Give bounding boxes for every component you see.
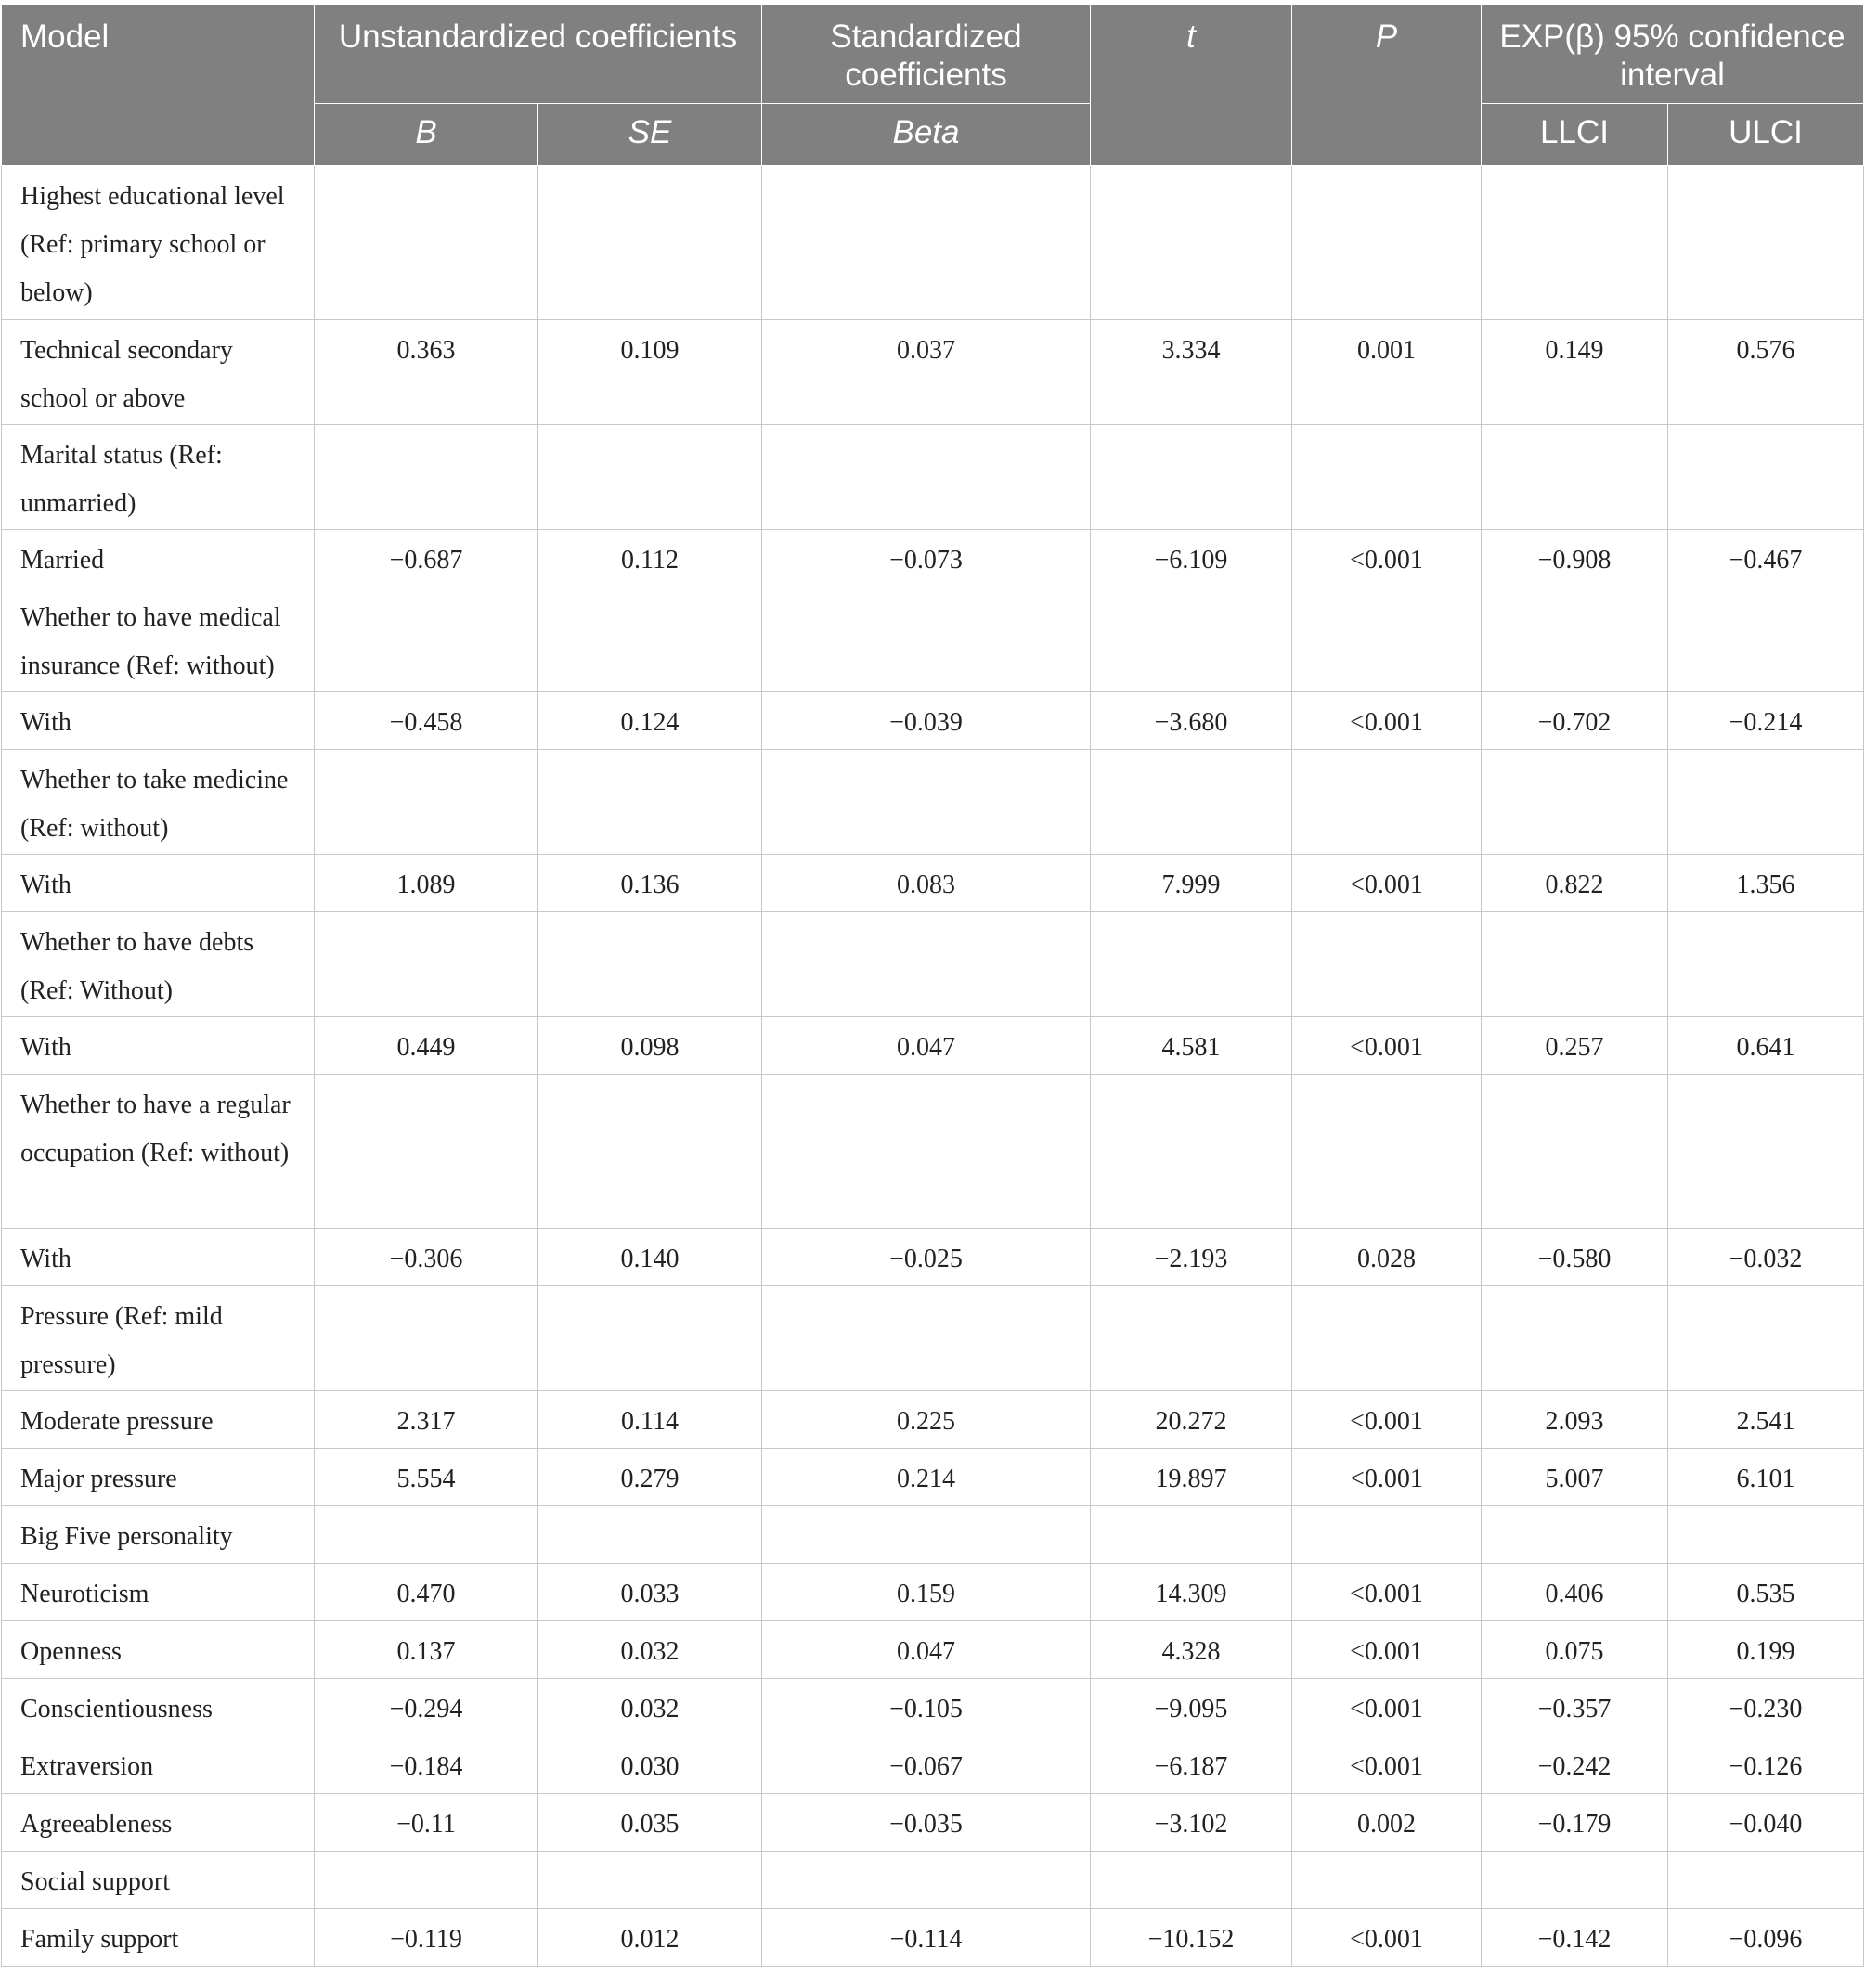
cell-b: 0.470: [315, 1564, 538, 1621]
cell-se: 0.098: [538, 1017, 762, 1075]
cell-t: −10.152: [1091, 1909, 1292, 1967]
row-label: Pressure (Ref: mild pressure): [2, 1286, 315, 1391]
cell-b: [315, 1286, 538, 1391]
cell-beta: [762, 1286, 1091, 1391]
header-model: Model: [2, 5, 315, 166]
cell-t: [1091, 587, 1292, 692]
row-label: Agreeableness: [2, 1794, 315, 1852]
cell-se: 0.012: [538, 1909, 762, 1967]
cell-llci: 5.007: [1482, 1449, 1668, 1506]
header-unstandardized: Unstandardized coefficients: [315, 5, 762, 104]
cell-beta: −0.039: [762, 692, 1091, 750]
cell-b: 0.363: [315, 320, 538, 425]
cell-t: −9.095: [1091, 1679, 1292, 1736]
cell-p: [1292, 1852, 1482, 1909]
cell-p: <0.001: [1292, 1909, 1482, 1967]
row-label: Whether to have a regular occupation (Ref: without): [2, 1075, 315, 1229]
cell-se: [538, 1852, 762, 1909]
cell-ulci: −0.040: [1668, 1794, 1864, 1852]
cell-p: <0.001: [1292, 1391, 1482, 1449]
cell-ulci: 6.101: [1668, 1449, 1864, 1506]
cell-p: <0.001: [1292, 530, 1482, 587]
cell-beta: −0.114: [762, 1909, 1091, 1967]
cell-t: [1091, 1286, 1292, 1391]
cell-beta: [762, 1852, 1091, 1909]
row-label: Whether to have debts (Ref: Without): [2, 912, 315, 1017]
cell-t: 4.328: [1091, 1621, 1292, 1679]
cell-b: [315, 1075, 538, 1229]
cell-se: [538, 750, 762, 855]
cell-p: [1292, 1075, 1482, 1229]
cell-ulci: [1668, 1286, 1864, 1391]
cell-ulci: 0.535: [1668, 1564, 1864, 1621]
cell-p: <0.001: [1292, 1679, 1482, 1736]
cell-llci: 0.075: [1482, 1621, 1668, 1679]
cell-se: 0.035: [538, 1794, 762, 1852]
cell-b: [315, 166, 538, 320]
table-row: [2, 1391, 1864, 1449]
cell-se: [538, 1286, 762, 1391]
cell-ulci: [1668, 425, 1864, 530]
cell-llci: [1482, 425, 1668, 530]
cell-b: −0.306: [315, 1229, 538, 1286]
table-row: [2, 750, 1864, 855]
cell-p: [1292, 912, 1482, 1017]
cell-llci: [1482, 1852, 1668, 1909]
cell-b: [315, 1852, 538, 1909]
row-label: Extraversion: [2, 1736, 315, 1794]
cell-p: [1292, 587, 1482, 692]
cell-b: −0.294: [315, 1679, 538, 1736]
cell-t: [1091, 1506, 1292, 1564]
header-confidence-interval: EXP(β) 95% confidence interval: [1482, 5, 1864, 104]
cell-b: −0.458: [315, 692, 538, 750]
cell-llci: −0.142: [1482, 1909, 1668, 1967]
cell-ulci: 0.199: [1668, 1621, 1864, 1679]
cell-ulci: [1668, 912, 1864, 1017]
table-row: [2, 1286, 1864, 1391]
cell-p: [1292, 1506, 1482, 1564]
header-se: SE: [538, 104, 762, 166]
row-label: Openness: [2, 1621, 315, 1679]
row-label: Married: [2, 530, 315, 587]
cell-llci: [1482, 750, 1668, 855]
table-row: [2, 1449, 1864, 1506]
cell-t: [1091, 750, 1292, 855]
cell-se: [538, 425, 762, 530]
table-row: [2, 1794, 1864, 1852]
row-label: Major pressure: [2, 1449, 315, 1506]
cell-beta: 0.047: [762, 1017, 1091, 1075]
cell-b: [315, 425, 538, 530]
row-label: Whether to take medicine (Ref: without): [2, 750, 315, 855]
cell-llci: −0.357: [1482, 1679, 1668, 1736]
cell-beta: [762, 750, 1091, 855]
cell-t: 14.309: [1091, 1564, 1292, 1621]
cell-ulci: −0.230: [1668, 1679, 1864, 1736]
row-label: Social support: [2, 1852, 315, 1909]
cell-se: 0.112: [538, 530, 762, 587]
cell-llci: 0.149: [1482, 320, 1668, 425]
row-label: Whether to have medical insurance (Ref: without): [2, 587, 315, 692]
cell-llci: −0.702: [1482, 692, 1668, 750]
cell-b: 0.137: [315, 1621, 538, 1679]
cell-b: 5.554: [315, 1449, 538, 1506]
row-label: Marital status (Ref: unmarried): [2, 425, 315, 530]
cell-llci: 0.257: [1482, 1017, 1668, 1075]
row-label: With: [2, 692, 315, 750]
cell-se: 0.114: [538, 1391, 762, 1449]
cell-se: 0.279: [538, 1449, 762, 1506]
cell-p: [1292, 750, 1482, 855]
cell-beta: −0.035: [762, 1794, 1091, 1852]
cell-ulci: [1668, 1852, 1864, 1909]
cell-b: [315, 1506, 538, 1564]
cell-beta: [762, 166, 1091, 320]
cell-ulci: −0.126: [1668, 1736, 1864, 1794]
cell-ulci: [1668, 1075, 1864, 1229]
table-row: [2, 1564, 1864, 1621]
cell-se: 0.136: [538, 855, 762, 912]
cell-t: [1091, 425, 1292, 530]
table-header: [2, 5, 1864, 166]
cell-t: [1091, 1852, 1292, 1909]
cell-ulci: −0.096: [1668, 1909, 1864, 1967]
row-label: Conscientiousness: [2, 1679, 315, 1736]
cell-beta: −0.073: [762, 530, 1091, 587]
table-row: [2, 912, 1864, 1017]
cell-llci: 0.406: [1482, 1564, 1668, 1621]
cell-se: [538, 912, 762, 1017]
table-row: [2, 692, 1864, 750]
cell-ulci: [1668, 750, 1864, 855]
header-ulci: ULCI: [1668, 104, 1864, 166]
cell-t: −3.680: [1091, 692, 1292, 750]
cell-t: −6.187: [1091, 1736, 1292, 1794]
cell-ulci: [1668, 1506, 1864, 1564]
cell-beta: 0.214: [762, 1449, 1091, 1506]
cell-llci: [1482, 912, 1668, 1017]
header-standardized: Standardized coefficients: [762, 5, 1091, 104]
cell-ulci: [1668, 587, 1864, 692]
row-label: With: [2, 855, 315, 912]
cell-p: <0.001: [1292, 1736, 1482, 1794]
cell-ulci: 0.576: [1668, 320, 1864, 425]
cell-llci: [1482, 1075, 1668, 1229]
cell-ulci: [1668, 166, 1864, 320]
cell-beta: [762, 587, 1091, 692]
row-label: Moderate pressure: [2, 1391, 315, 1449]
row-label: Highest educational level (Ref: primary school or below): [2, 166, 315, 320]
cell-llci: [1482, 587, 1668, 692]
cell-llci: −0.242: [1482, 1736, 1668, 1794]
table-row: [2, 166, 1864, 320]
cell-beta: [762, 1506, 1091, 1564]
row-label: Neuroticism: [2, 1564, 315, 1621]
table-body: [2, 166, 1864, 1967]
cell-se: 0.032: [538, 1679, 762, 1736]
table-row: [2, 1679, 1864, 1736]
cell-p: [1292, 166, 1482, 320]
cell-beta: −0.067: [762, 1736, 1091, 1794]
cell-se: [538, 1506, 762, 1564]
cell-beta: 0.047: [762, 1621, 1091, 1679]
header-t: t: [1091, 5, 1292, 166]
cell-llci: 0.822: [1482, 855, 1668, 912]
cell-se: [538, 587, 762, 692]
cell-se: 0.030: [538, 1736, 762, 1794]
table-row: [2, 1229, 1864, 1286]
table-row: [2, 1506, 1864, 1564]
cell-t: 20.272: [1091, 1391, 1292, 1449]
cell-beta: [762, 425, 1091, 530]
table-row: [2, 1736, 1864, 1794]
cell-b: 1.089: [315, 855, 538, 912]
cell-se: 0.124: [538, 692, 762, 750]
cell-t: [1091, 912, 1292, 1017]
cell-t: 7.999: [1091, 855, 1292, 912]
row-label: Technical secondary school or above: [2, 320, 315, 425]
table-row: [2, 855, 1864, 912]
cell-b: [315, 912, 538, 1017]
table-row: [2, 1909, 1864, 1967]
cell-p: 0.002: [1292, 1794, 1482, 1852]
cell-beta: [762, 1075, 1091, 1229]
cell-p: <0.001: [1292, 1621, 1482, 1679]
cell-se: 0.109: [538, 320, 762, 425]
table-row: [2, 587, 1864, 692]
table-row: [2, 1017, 1864, 1075]
cell-b: −0.184: [315, 1736, 538, 1794]
cell-beta: 0.225: [762, 1391, 1091, 1449]
row-label: With: [2, 1017, 315, 1075]
cell-se: 0.033: [538, 1564, 762, 1621]
cell-ulci: 2.541: [1668, 1391, 1864, 1449]
cell-llci: −0.179: [1482, 1794, 1668, 1852]
cell-beta: 0.159: [762, 1564, 1091, 1621]
header-llci: LLCI: [1482, 104, 1668, 166]
cell-b: [315, 587, 538, 692]
cell-t: [1091, 166, 1292, 320]
cell-se: [538, 166, 762, 320]
cell-b: −0.119: [315, 1909, 538, 1967]
cell-ulci: −0.467: [1668, 530, 1864, 587]
cell-p: <0.001: [1292, 1017, 1482, 1075]
header-p: P: [1292, 5, 1482, 166]
table-row: [2, 1075, 1864, 1229]
regression-table: [1, 4, 1864, 1967]
table-row: [2, 530, 1864, 587]
cell-ulci: −0.214: [1668, 692, 1864, 750]
cell-ulci: 0.641: [1668, 1017, 1864, 1075]
cell-b: −0.11: [315, 1794, 538, 1852]
cell-llci: −0.908: [1482, 530, 1668, 587]
cell-se: 0.140: [538, 1229, 762, 1286]
cell-p: [1292, 425, 1482, 530]
cell-t: −2.193: [1091, 1229, 1292, 1286]
cell-b: [315, 750, 538, 855]
cell-b: −0.687: [315, 530, 538, 587]
cell-t: 4.581: [1091, 1017, 1292, 1075]
cell-llci: 2.093: [1482, 1391, 1668, 1449]
cell-t: [1091, 1075, 1292, 1229]
cell-t: 19.897: [1091, 1449, 1292, 1506]
row-label: With: [2, 1229, 315, 1286]
cell-llci: [1482, 1286, 1668, 1391]
cell-ulci: −0.032: [1668, 1229, 1864, 1286]
cell-t: 3.334: [1091, 320, 1292, 425]
row-label: Big Five personality: [2, 1506, 315, 1564]
table-row: [2, 320, 1864, 425]
cell-p: <0.001: [1292, 1449, 1482, 1506]
cell-b: 0.449: [315, 1017, 538, 1075]
row-label: Family support: [2, 1909, 315, 1967]
cell-llci: [1482, 166, 1668, 320]
cell-t: −6.109: [1091, 530, 1292, 587]
cell-se: 0.032: [538, 1621, 762, 1679]
header-b: B: [315, 104, 538, 166]
cell-llci: −0.580: [1482, 1229, 1668, 1286]
cell-llci: [1482, 1506, 1668, 1564]
header-beta: Beta: [762, 104, 1091, 166]
cell-p: <0.001: [1292, 1564, 1482, 1621]
cell-beta: −0.025: [762, 1229, 1091, 1286]
cell-beta: 0.083: [762, 855, 1091, 912]
table-row: [2, 425, 1864, 530]
cell-p: 0.028: [1292, 1229, 1482, 1286]
cell-t: −3.102: [1091, 1794, 1292, 1852]
cell-p: <0.001: [1292, 855, 1482, 912]
table-row: [2, 1621, 1864, 1679]
cell-p: <0.001: [1292, 692, 1482, 750]
cell-p: 0.001: [1292, 320, 1482, 425]
cell-b: 2.317: [315, 1391, 538, 1449]
cell-beta: 0.037: [762, 320, 1091, 425]
table-row: [2, 1852, 1864, 1909]
cell-p: [1292, 1286, 1482, 1391]
cell-beta: −0.105: [762, 1679, 1091, 1736]
cell-beta: [762, 912, 1091, 1017]
cell-ulci: 1.356: [1668, 855, 1864, 912]
cell-se: [538, 1075, 762, 1229]
